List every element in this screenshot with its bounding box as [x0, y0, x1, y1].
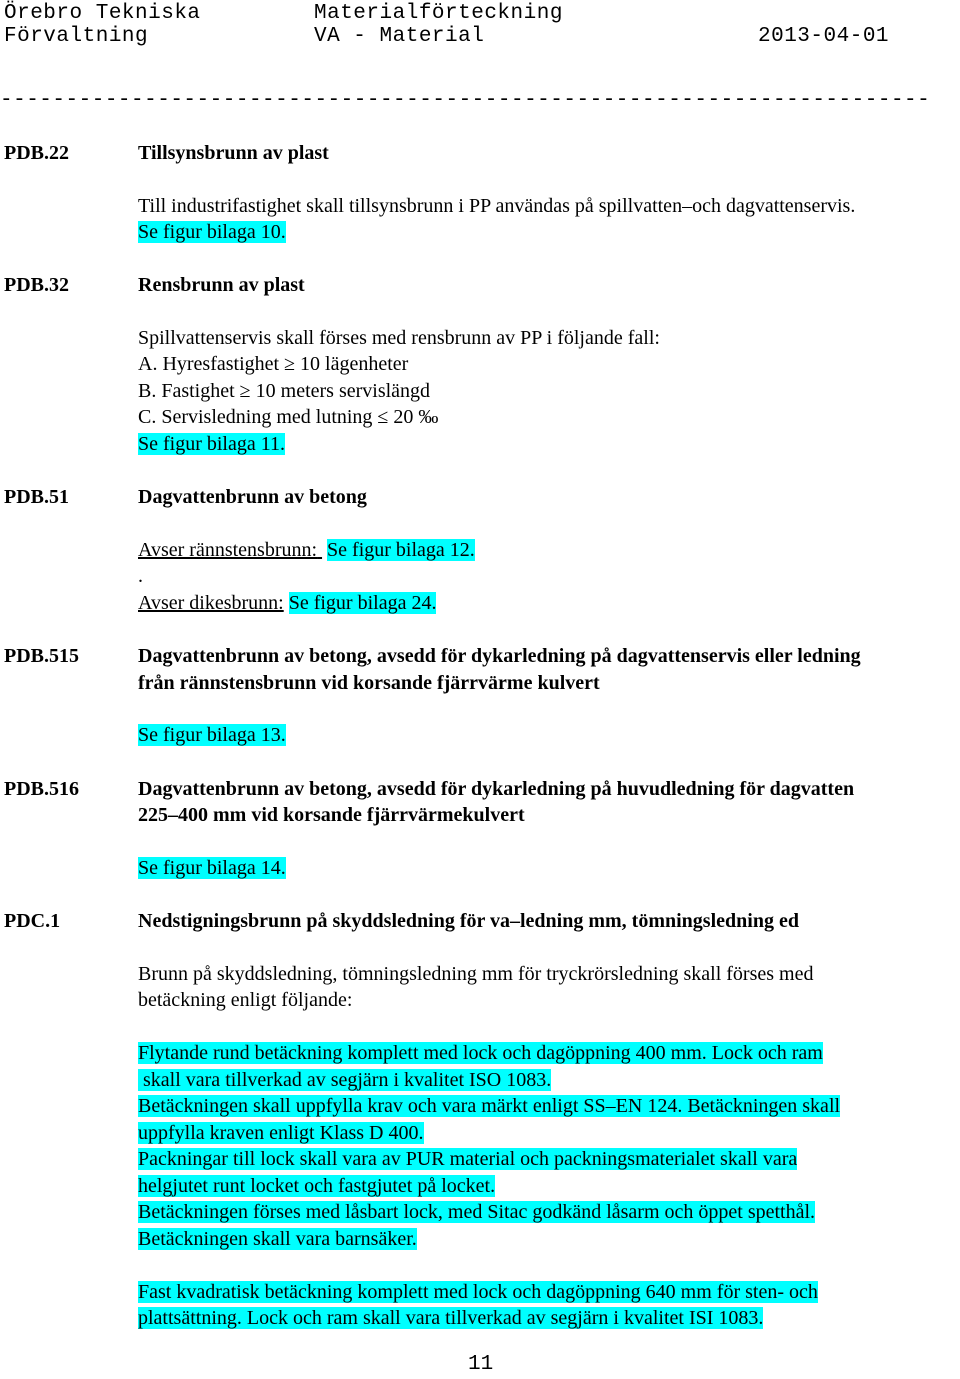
section-title-pdc1: Nedstigningsbrunn på skyddsledning för va–ledning mm, tömningsledning ed: [138, 910, 799, 932]
cover-spec-line: [138, 1199, 815, 1226]
header-org-line1: Örebro Tekniska: [4, 2, 201, 25]
cover-spec-line: [138, 1040, 823, 1067]
intro-text-line1: Brunn på skyddsledning, tömningsledning mm för tryckrörsledning skall förses med: [138, 963, 814, 985]
figure-ref-11: Se figur bilaga 11.: [138, 433, 286, 455]
cover-spec-text: Betäckningen skall vara barnsäker.: [138, 1228, 417, 1250]
section-title-pdb516-line1: Dagvattenbrunn av betong, avsedd för dykarledning på huvudledning för dagvatten: [138, 778, 855, 800]
list-item-c: C. Servisledning med lutning ≤ 20 ‰: [138, 406, 439, 428]
cover-spec-line: [138, 1067, 551, 1094]
section-title-pdb516-line2: 225–400 mm vid korsande fjärrvärmekulvert: [138, 804, 525, 826]
cover-spec-line: [138, 1093, 840, 1120]
section-code-pdb51: PDB.51: [4, 486, 69, 508]
gutter-line-2: [138, 590, 436, 617]
section-title-pdb22: Tillsynsbrunn av plast: [138, 142, 329, 164]
intro-text-line2: betäckning enligt följande:: [138, 989, 353, 1011]
cover-spec-text: helgjutet runt locket och fastgjutet på locket.: [138, 1175, 496, 1197]
figure-ref-10: Se figur bilaga 10.: [138, 221, 286, 243]
page-number: 11: [468, 1353, 494, 1376]
list-item-a: A. Hyresfastighet ≥ 10 lägenheter: [138, 353, 409, 375]
gutter-line-1: [138, 537, 475, 564]
label-rannstensbrunn: Avser rännstensbrunn:: [138, 539, 318, 561]
square-cover-text: plattsättning. Lock och ram skall vara tillverkad av segjärn i kvalitet ISI 1083.: [138, 1307, 764, 1329]
figure-ref-pdb515: [138, 722, 286, 749]
cover-spec-line: [138, 1226, 417, 1253]
figure-ref-pdb32: [138, 431, 285, 458]
cover-spec-text: Betäckningen förses med låsbart lock, med Sitac godkänd låsarm och öppet spetthål.: [138, 1201, 816, 1223]
section-code-pdb515: PDB.515: [4, 645, 79, 667]
cover-spec-text: Packningar till lock skall vara av PUR material och packningsmaterialet skall vara: [138, 1148, 798, 1170]
header-rule: -----------------------------------------------------------------------: [0, 89, 931, 112]
label-dikesbrunn: Avser dikesbrunn:: [138, 592, 284, 614]
cover-spec-text: Betäckningen skall uppfylla krav och vara märkt enligt SS–EN 124. Betäckningen skall: [138, 1095, 841, 1117]
square-cover-text: Fast kvadratisk betäckning komplett med lock och dagöppning 640 mm för sten- och: [138, 1281, 818, 1303]
section-title-pdb515-line2: från rännstensbrunn vid korsande fjärrvärme kulvert: [138, 672, 600, 694]
section-text-pdb22: Till industrifastighet skall tillsynsbrunn i PP användas på spillvatten–och dagvattenservis.: [138, 195, 856, 217]
header-doc-line1: Materialförteckning: [314, 2, 563, 25]
header-date: 2013-04-01: [758, 25, 890, 48]
section-text-pdb32: Spillvattenservis skall förses med rensbrunn av PP i följande fall:: [138, 327, 660, 349]
figure-ref-24: Se figur bilaga 24.: [288, 592, 437, 614]
section-code-pdb22: PDB.22: [4, 142, 69, 164]
section-code-pdb516: PDB.516: [4, 778, 79, 800]
figure-ref-14: Se figur bilaga 14.: [138, 857, 286, 879]
figure-ref-pdb22: [138, 219, 286, 246]
section-code-pdc1: PDC.1: [4, 910, 61, 932]
cover-spec-text: uppfylla kraven enligt Klass D 400.: [138, 1122, 424, 1144]
header-org-line2: Förvaltning: [4, 25, 149, 48]
figure-ref-pdb516: [138, 855, 286, 882]
cover-spec-line: [138, 1146, 797, 1173]
figure-ref-13: Se figur bilaga 13.: [138, 724, 286, 746]
header-doc-line2: VA - Material: [314, 25, 485, 48]
cover-spec-line: [138, 1173, 495, 1200]
cover-spec-line: [138, 1120, 424, 1147]
list-item-b: B. Fastighet ≥ 10 meters servislängd: [138, 380, 431, 402]
cover-spec-text: Flytande rund betäckning komplett med lock och dagöppning 400 mm. Lock och ram: [138, 1042, 823, 1064]
section-title-pdb51: Dagvattenbrunn av betong: [138, 486, 367, 508]
section-title-pdb515-line1: Dagvattenbrunn av betong, avsedd för dykarledning på dagvattenservis eller ledning: [138, 645, 861, 667]
cover-spec-text: skall vara tillverkad av segjärn i kvalitet ISO 1083.: [138, 1069, 552, 1091]
section-title-pdb32: Rensbrunn av plast: [138, 274, 305, 296]
square-cover-line: [138, 1305, 763, 1332]
square-cover-line: [138, 1279, 818, 1306]
figure-ref-12: Se figur bilaga 12.: [327, 539, 475, 561]
section-code-pdb32: PDB.32: [4, 274, 69, 296]
separator-dot: .: [138, 565, 143, 587]
